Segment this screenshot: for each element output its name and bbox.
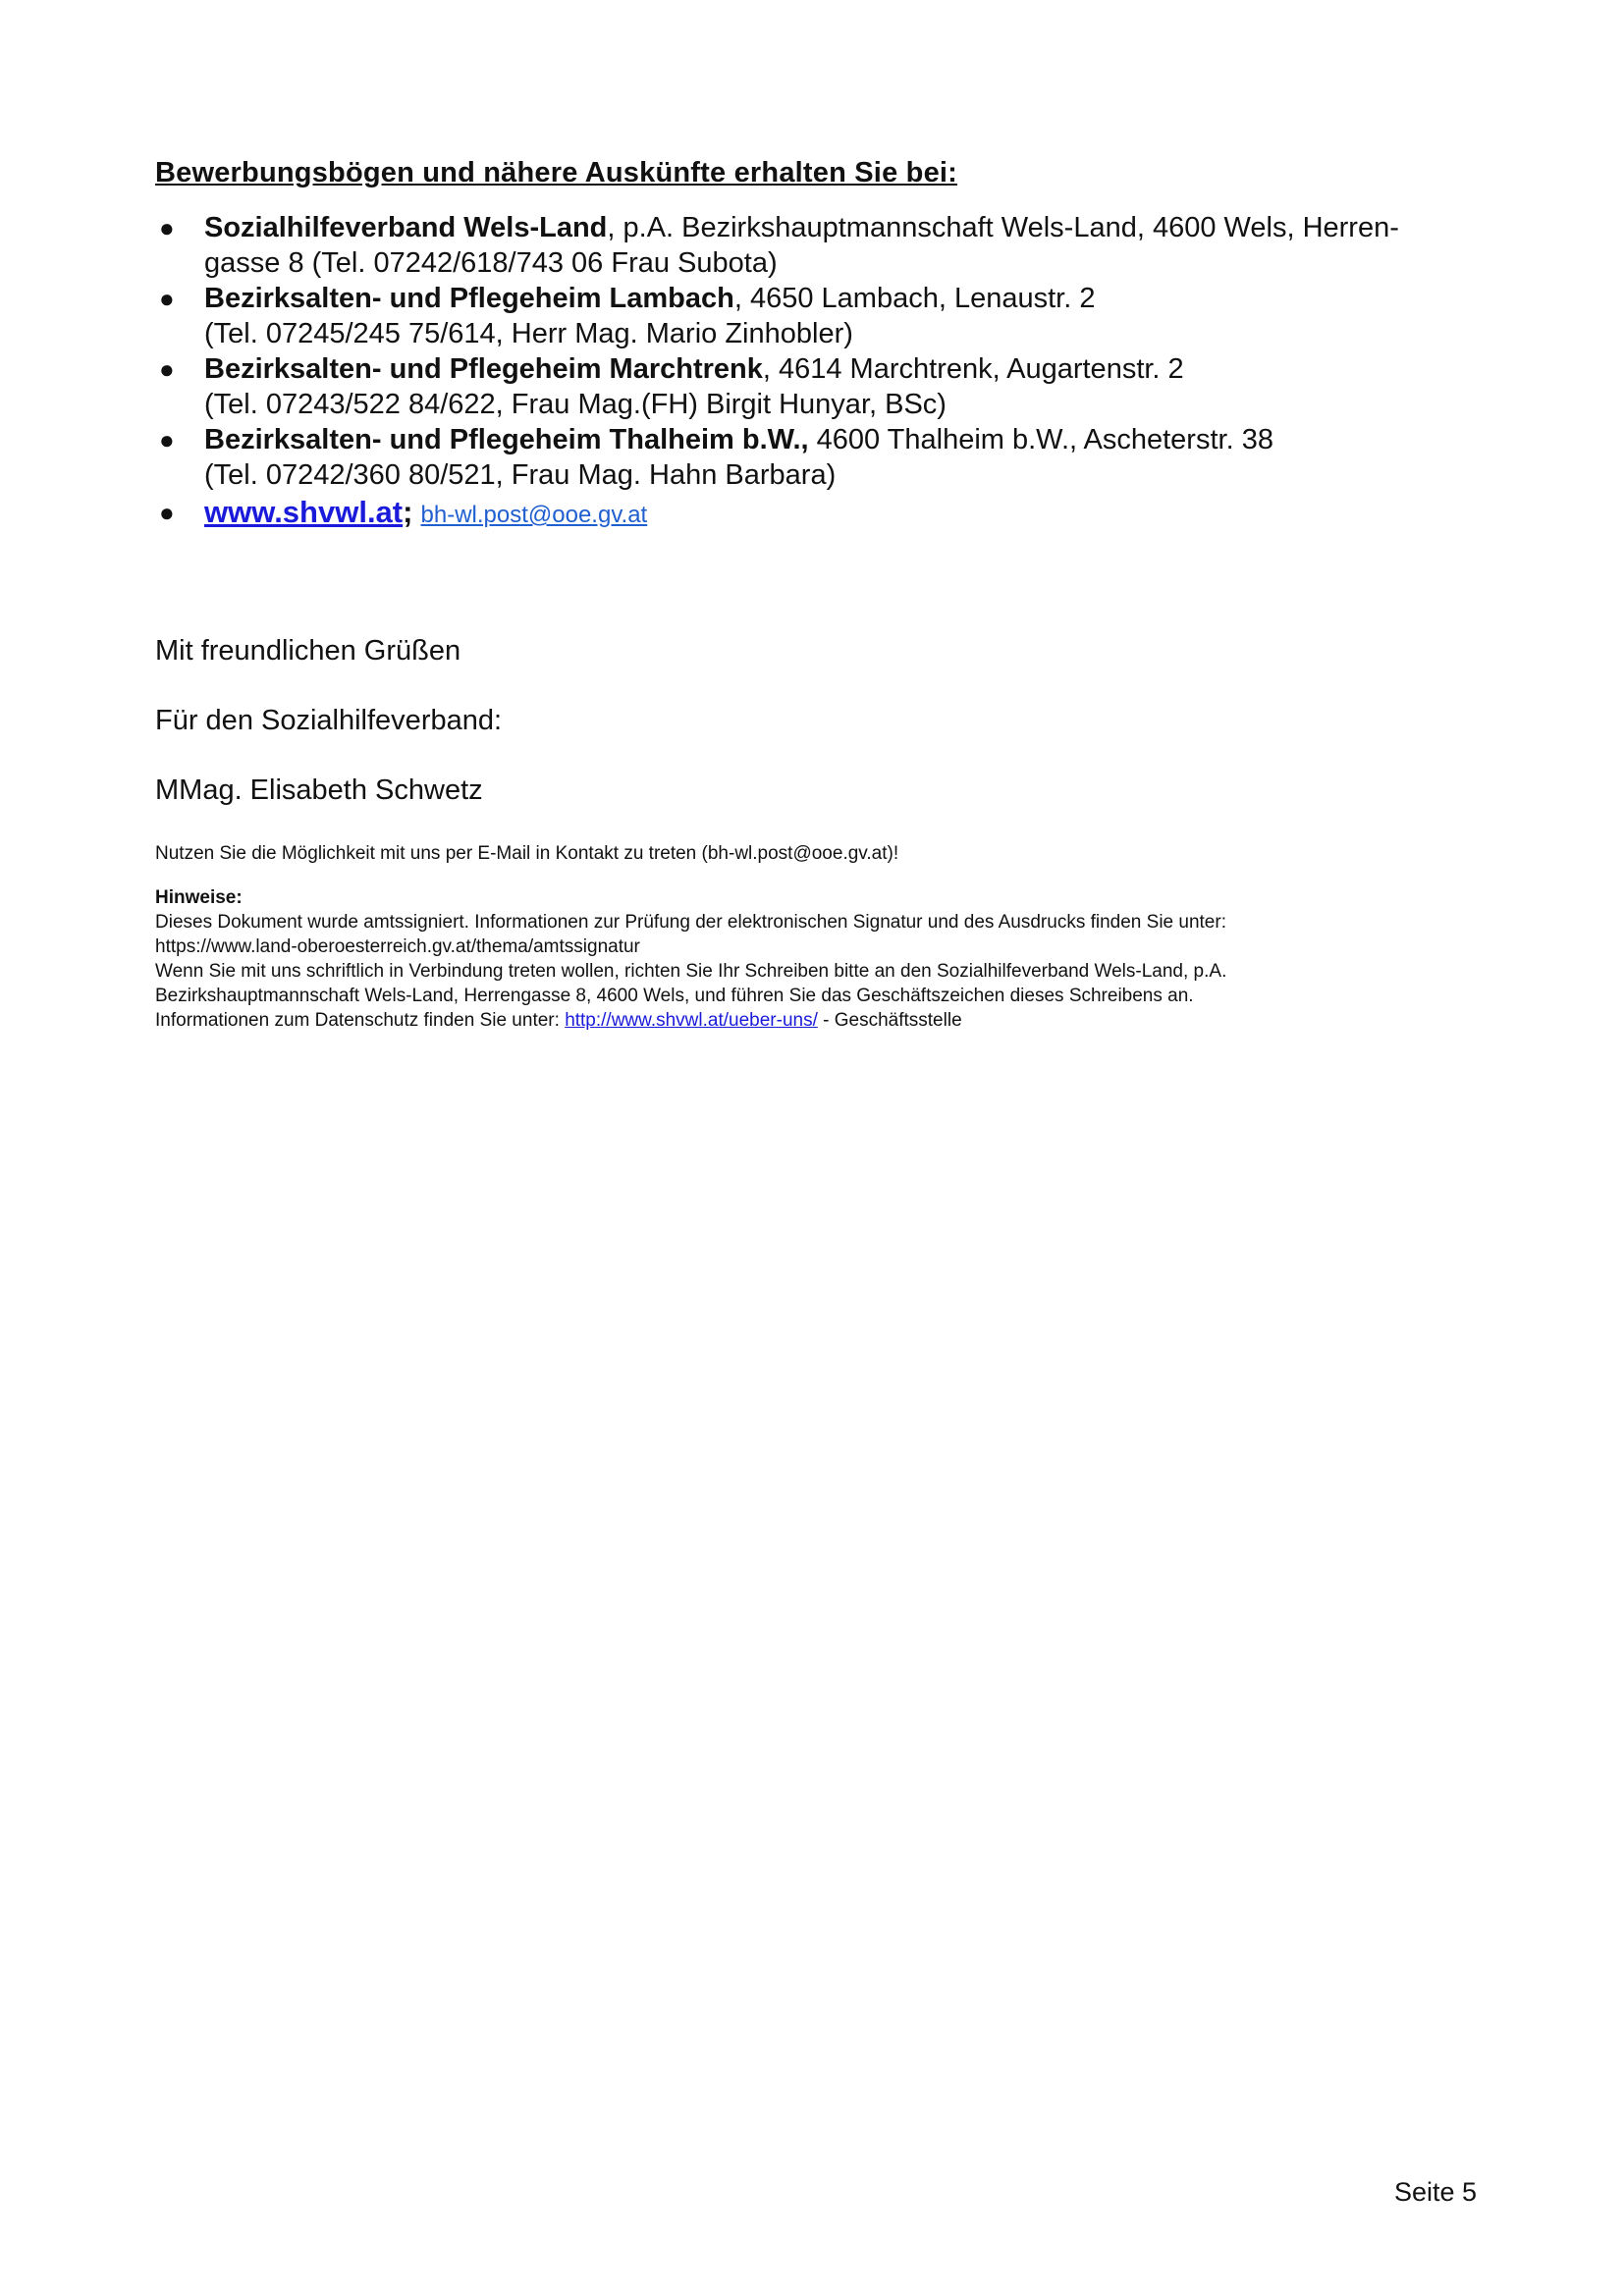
hint-line: https://www.land-oberoesterreich.gv.at/thema/amtssignatur	[155, 936, 640, 957]
hints-block	[155, 885, 1490, 1033]
bullet-icon: ●	[159, 425, 175, 454]
closing-block	[155, 633, 1490, 808]
privacy-prefix: Informationen zum Datenschutz finden Sie unter:	[155, 1010, 566, 1031]
contact-name: Sozialhilfeverband Wels-Land	[204, 212, 608, 243]
contact-detail: gasse 8 (Tel. 07242/618/743 06 Frau Subota)	[204, 247, 778, 279]
email-note: Nutzen Sie die Möglichkeit mit uns per E-Mail in Kontakt zu treten (bh-wl.post@ooe.gv.at)!	[155, 843, 899, 864]
hint-line: Wenn Sie mit uns schriftlich in Verbindung treten wollen, richten Sie Ihr Schreiben bitte an den Sozialhilfeverband Wels-Land, p.A.	[155, 961, 1227, 982]
section-heading: Bewerbungsbögen und nähere Auskünfte erhalten Sie bei:	[155, 157, 958, 188]
contact-list	[155, 210, 1490, 533]
contact-detail: (Tel. 07243/522 84/622, Frau Mag.(FH) Birgit Hunyar, BSc)	[204, 389, 947, 420]
contact-address: , 4650 Lambach, Lenaustr. 2	[733, 283, 1096, 314]
bullet-icon: ●	[159, 284, 175, 313]
website-link[interactable]: www.shvwl.at	[204, 495, 404, 529]
privacy-link[interactable]: http://www.shvwl.at/ueber-uns/	[565, 1010, 818, 1031]
page-content	[155, 155, 1490, 1033]
list-item-links	[155, 495, 1490, 533]
greeting: Mit freundlichen Grüßen	[155, 635, 461, 667]
contact-address: , 4614 Marchtrenk, Augartenstr. 2	[762, 353, 1184, 385]
contact-name: Bezirksalten- und Pflegeheim Marchtrenk	[204, 353, 763, 385]
link-separator: ;	[403, 495, 413, 529]
contact-address: , p.A. Bezirkshauptmannschaft Wels-Land, 4600 Wels, Herren-	[607, 212, 1399, 243]
contact-detail: (Tel. 07242/360 80/521, Frau Mag. Hahn Barbara)	[204, 459, 837, 491]
contact-name: Bezirksalten- und Pflegeheim Lambach	[204, 283, 734, 314]
bullet-icon: ●	[159, 213, 175, 242]
list-item	[155, 422, 1490, 493]
bullet-icon: ●	[159, 498, 175, 527]
hint-line: Dieses Dokument wurde amtssigniert. Informationen zur Prüfung der elektronischen Signatur und des Ausdrucks finden Sie unter:	[155, 912, 1226, 933]
email-link[interactable]: bh-wl.post@ooe.gv.at	[420, 502, 648, 528]
contact-detail: (Tel. 07245/245 75/614, Herr Mag. Mario Zinhobler)	[204, 318, 853, 349]
hint-line: Bezirkshauptmannschaft Wels-Land, Herrengasse 8, 4600 Wels, und führen Sie das Geschäftszeichen dieses Schreibens an.	[155, 986, 1194, 1006]
contact-name: Bezirksalten- und Pflegeheim Thalheim b.W.,	[204, 424, 809, 455]
list-item	[155, 210, 1490, 281]
list-item	[155, 351, 1490, 422]
contact-address: 4600 Thalheim b.W., Ascheterstr. 38	[808, 424, 1273, 455]
on-behalf-line: Für den Sozialhilfeverband:	[155, 705, 503, 736]
bullet-icon: ●	[159, 354, 175, 384]
signatory: MMag. Elisabeth Schwetz	[155, 774, 483, 806]
hints-title: Hinweise:	[155, 887, 243, 908]
list-item	[155, 281, 1490, 351]
privacy-suffix: - Geschäftsstelle	[817, 1010, 962, 1031]
hint-line-privacy	[155, 1008, 1490, 1033]
page-number: Seite 5	[1393, 2177, 1477, 2207]
